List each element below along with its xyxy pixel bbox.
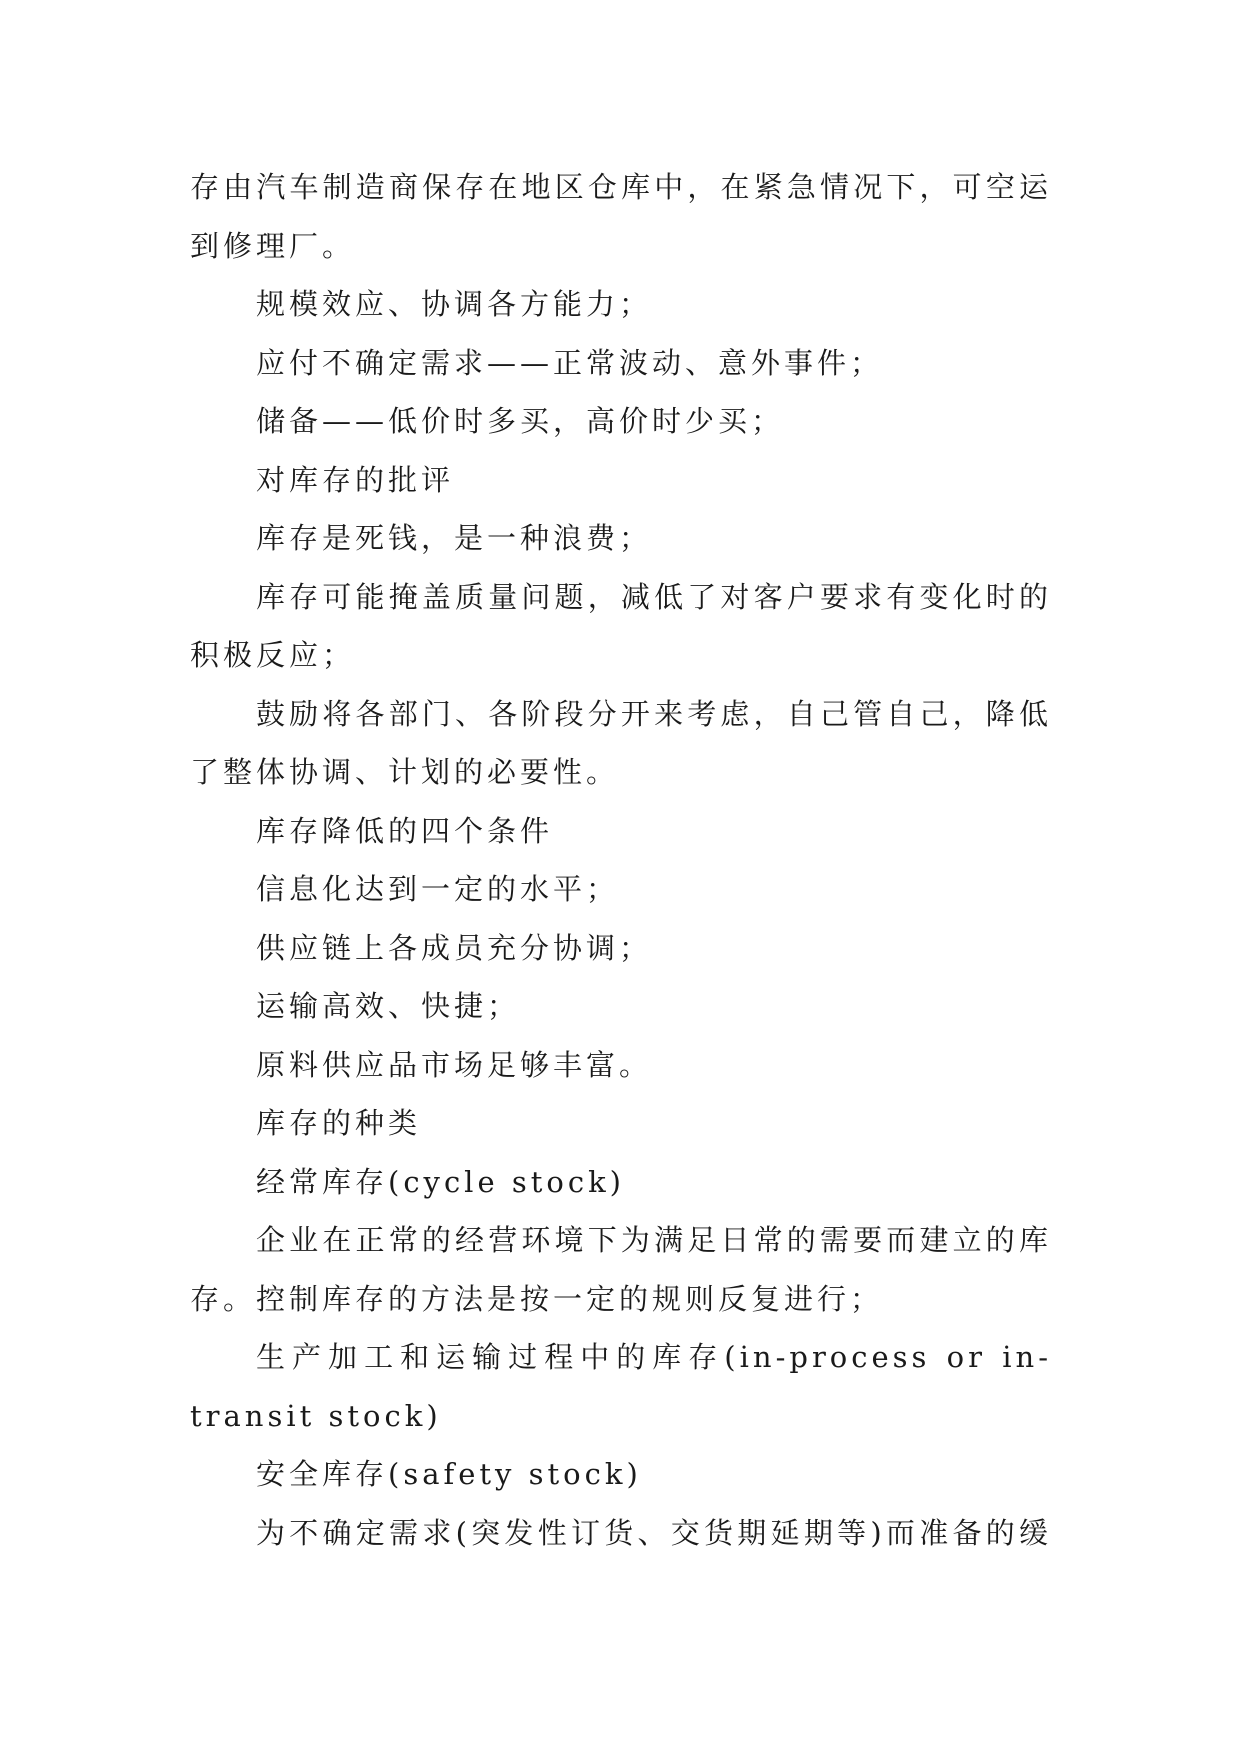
paragraph: 为不确定需求(突发性订货、交货期延期等)而准备的缓 xyxy=(256,1515,1052,1550)
section-heading: 库存降低的四个条件 xyxy=(256,813,554,848)
paragraph: 规模效应、协调各方能力； xyxy=(256,287,653,321)
paragraph: 应付不确定需求——正常波动、意外事件； xyxy=(256,345,884,380)
paragraph: 原料供应品市场足够丰富。 xyxy=(256,1047,653,1082)
paragraph: 生产加工和运输过程中的库存(in-process or in-transit stock) xyxy=(190,1340,1052,1433)
body-text xyxy=(190,158,1052,1562)
section-heading: 对库存的批评 xyxy=(256,462,455,497)
paragraph: 存由汽车制造商保存在地区仓库中，在紧急情况下，可空运到修理厂。 xyxy=(190,170,1052,263)
paragraph: 运输高效、快捷； xyxy=(256,989,521,1023)
paragraph: 信息化达到一定的水平； xyxy=(256,872,620,906)
section-heading: 库存的种类 xyxy=(256,1106,422,1140)
paragraph: 企业在正常的经营环境下为满足日常的需要而建立的库存。控制库存的方法是按一定的规则反复进行； xyxy=(190,1223,1052,1316)
paragraph: 供应链上各成员充分协调； xyxy=(256,930,653,965)
paragraph: 经常库存(cycle stock) xyxy=(256,1164,625,1199)
paragraph: 安全库存(safety stock) xyxy=(256,1457,642,1491)
paragraph: 储备——低价时多买，高价时少买； xyxy=(256,404,785,438)
paragraph: 库存是死钱，是一种浪费； xyxy=(256,521,653,555)
paragraph: 鼓励将各部门、各阶段分开来考虑，自己管自己，降低了整体协调、计划的必要性。 xyxy=(190,696,1052,789)
paragraph: 库存可能掩盖质量问题，减低了对客户要求有变化时的积极反应； xyxy=(190,579,1052,672)
